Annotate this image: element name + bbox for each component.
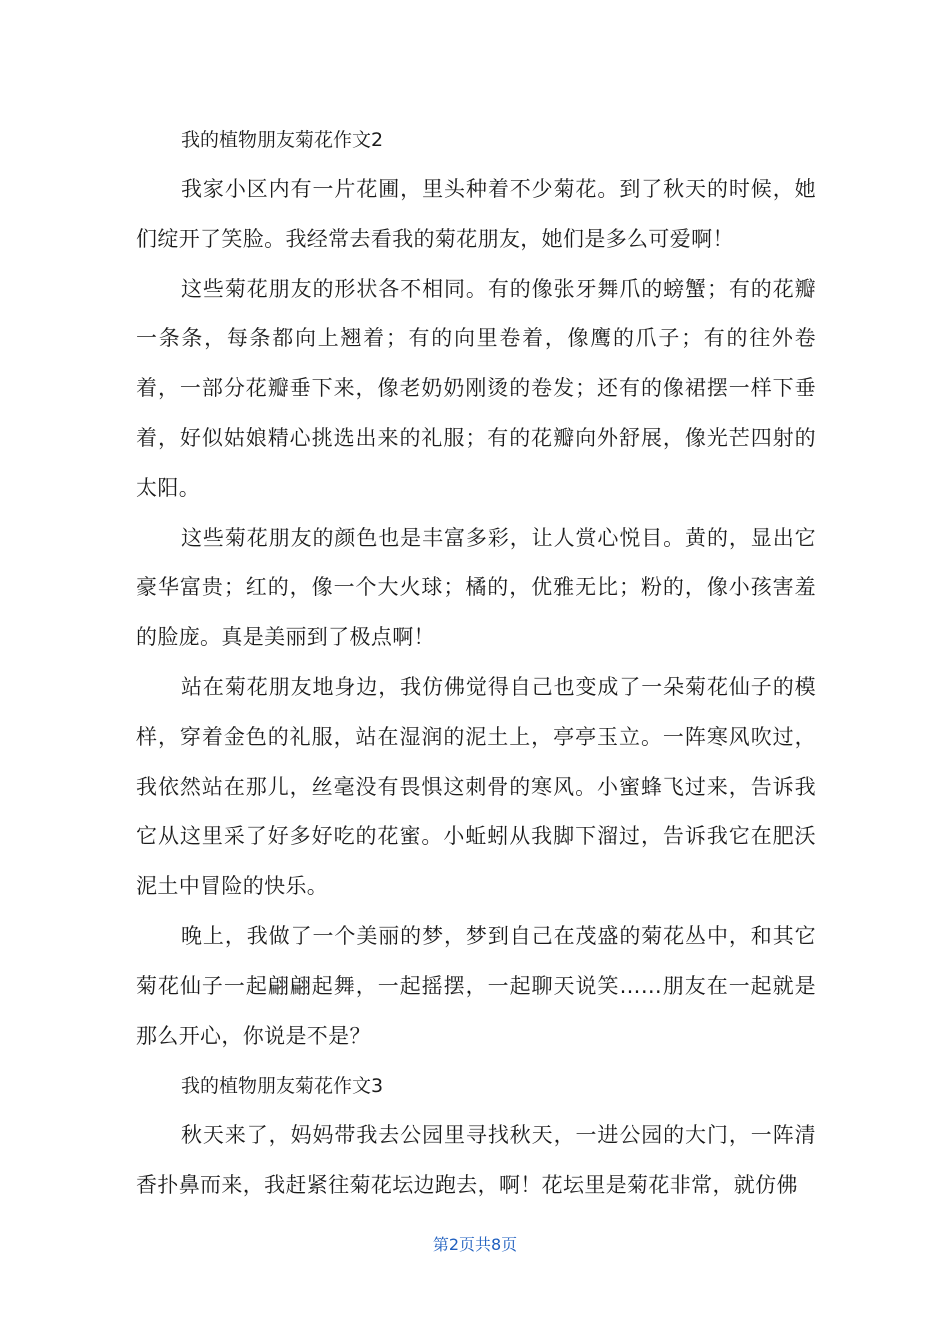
paragraph: 这些菊花朋友的形状各不相同。有的像张牙舞爪的螃蟹；有的花瓣一条条，每条都向上翘着；有的向里卷着，像鹰的爪子；有的往外卷着，一部分花瓣垂下来，像老奶奶刚烫的卷发；还有的像裙摆一样下垂着，好似姑娘精心挑选出来的礼服；有的花瓣向外舒展，像光芒四射的太阳。	[136, 276, 816, 500]
document-body	[136, 115, 816, 1211]
paragraph: 秋天来了，妈妈带我去公园里寻找秋天，一进公园的大门，一阵清香扑鼻而来，我赶紧往菊花坛边跑去，啊！花坛里是菊花非常，就仿佛	[136, 1123, 816, 1198]
section-heading: 我的植物朋友菊花作文2	[181, 129, 384, 151]
page-number: 第2页共8页	[432, 1235, 518, 1254]
paragraph: 站在菊花朋友地身边，我仿佛觉得自己也变成了一朵菊花仙子的模样，穿着金色的礼服，站在湿润的泥土上，亭亭玉立。一阵寒风吹过，我依然站在那儿，丝毫没有畏惧这刺骨的寒风。小蜜蜂飞过来，告诉我它从这里采了好多好吃的花蜜。小蚯蚓从我脚下溜过，告诉我它在肥沃泥土中冒险的快乐。	[136, 674, 816, 899]
section-heading: 我的植物朋友菊花作文3	[181, 1075, 384, 1098]
paragraph: 这些菊花朋友的颜色也是丰富多彩，让人赏心悦目。黄的，显出它豪华富贵；红的，像一个大火球；橘的，优雅无比；粉的，像小孩害羞的脸庞。真是美丽到了极点啊！	[136, 525, 816, 650]
paragraph: 晚上，我做了一个美丽的梦，梦到自己在茂盛的菊花丛中，和其它菊花仙子一起翩翩起舞，一起摇摆，一起聊天说笑……朋友在一起就是那么开心，你说是不是？	[136, 923, 816, 1048]
paragraph: 我家小区内有一片花圃，里头种着不少菊花。到了秋天的时候，她们绽开了笑脸。我经常去看我的菊花朋友，她们是多么可爱啊！	[136, 177, 816, 251]
